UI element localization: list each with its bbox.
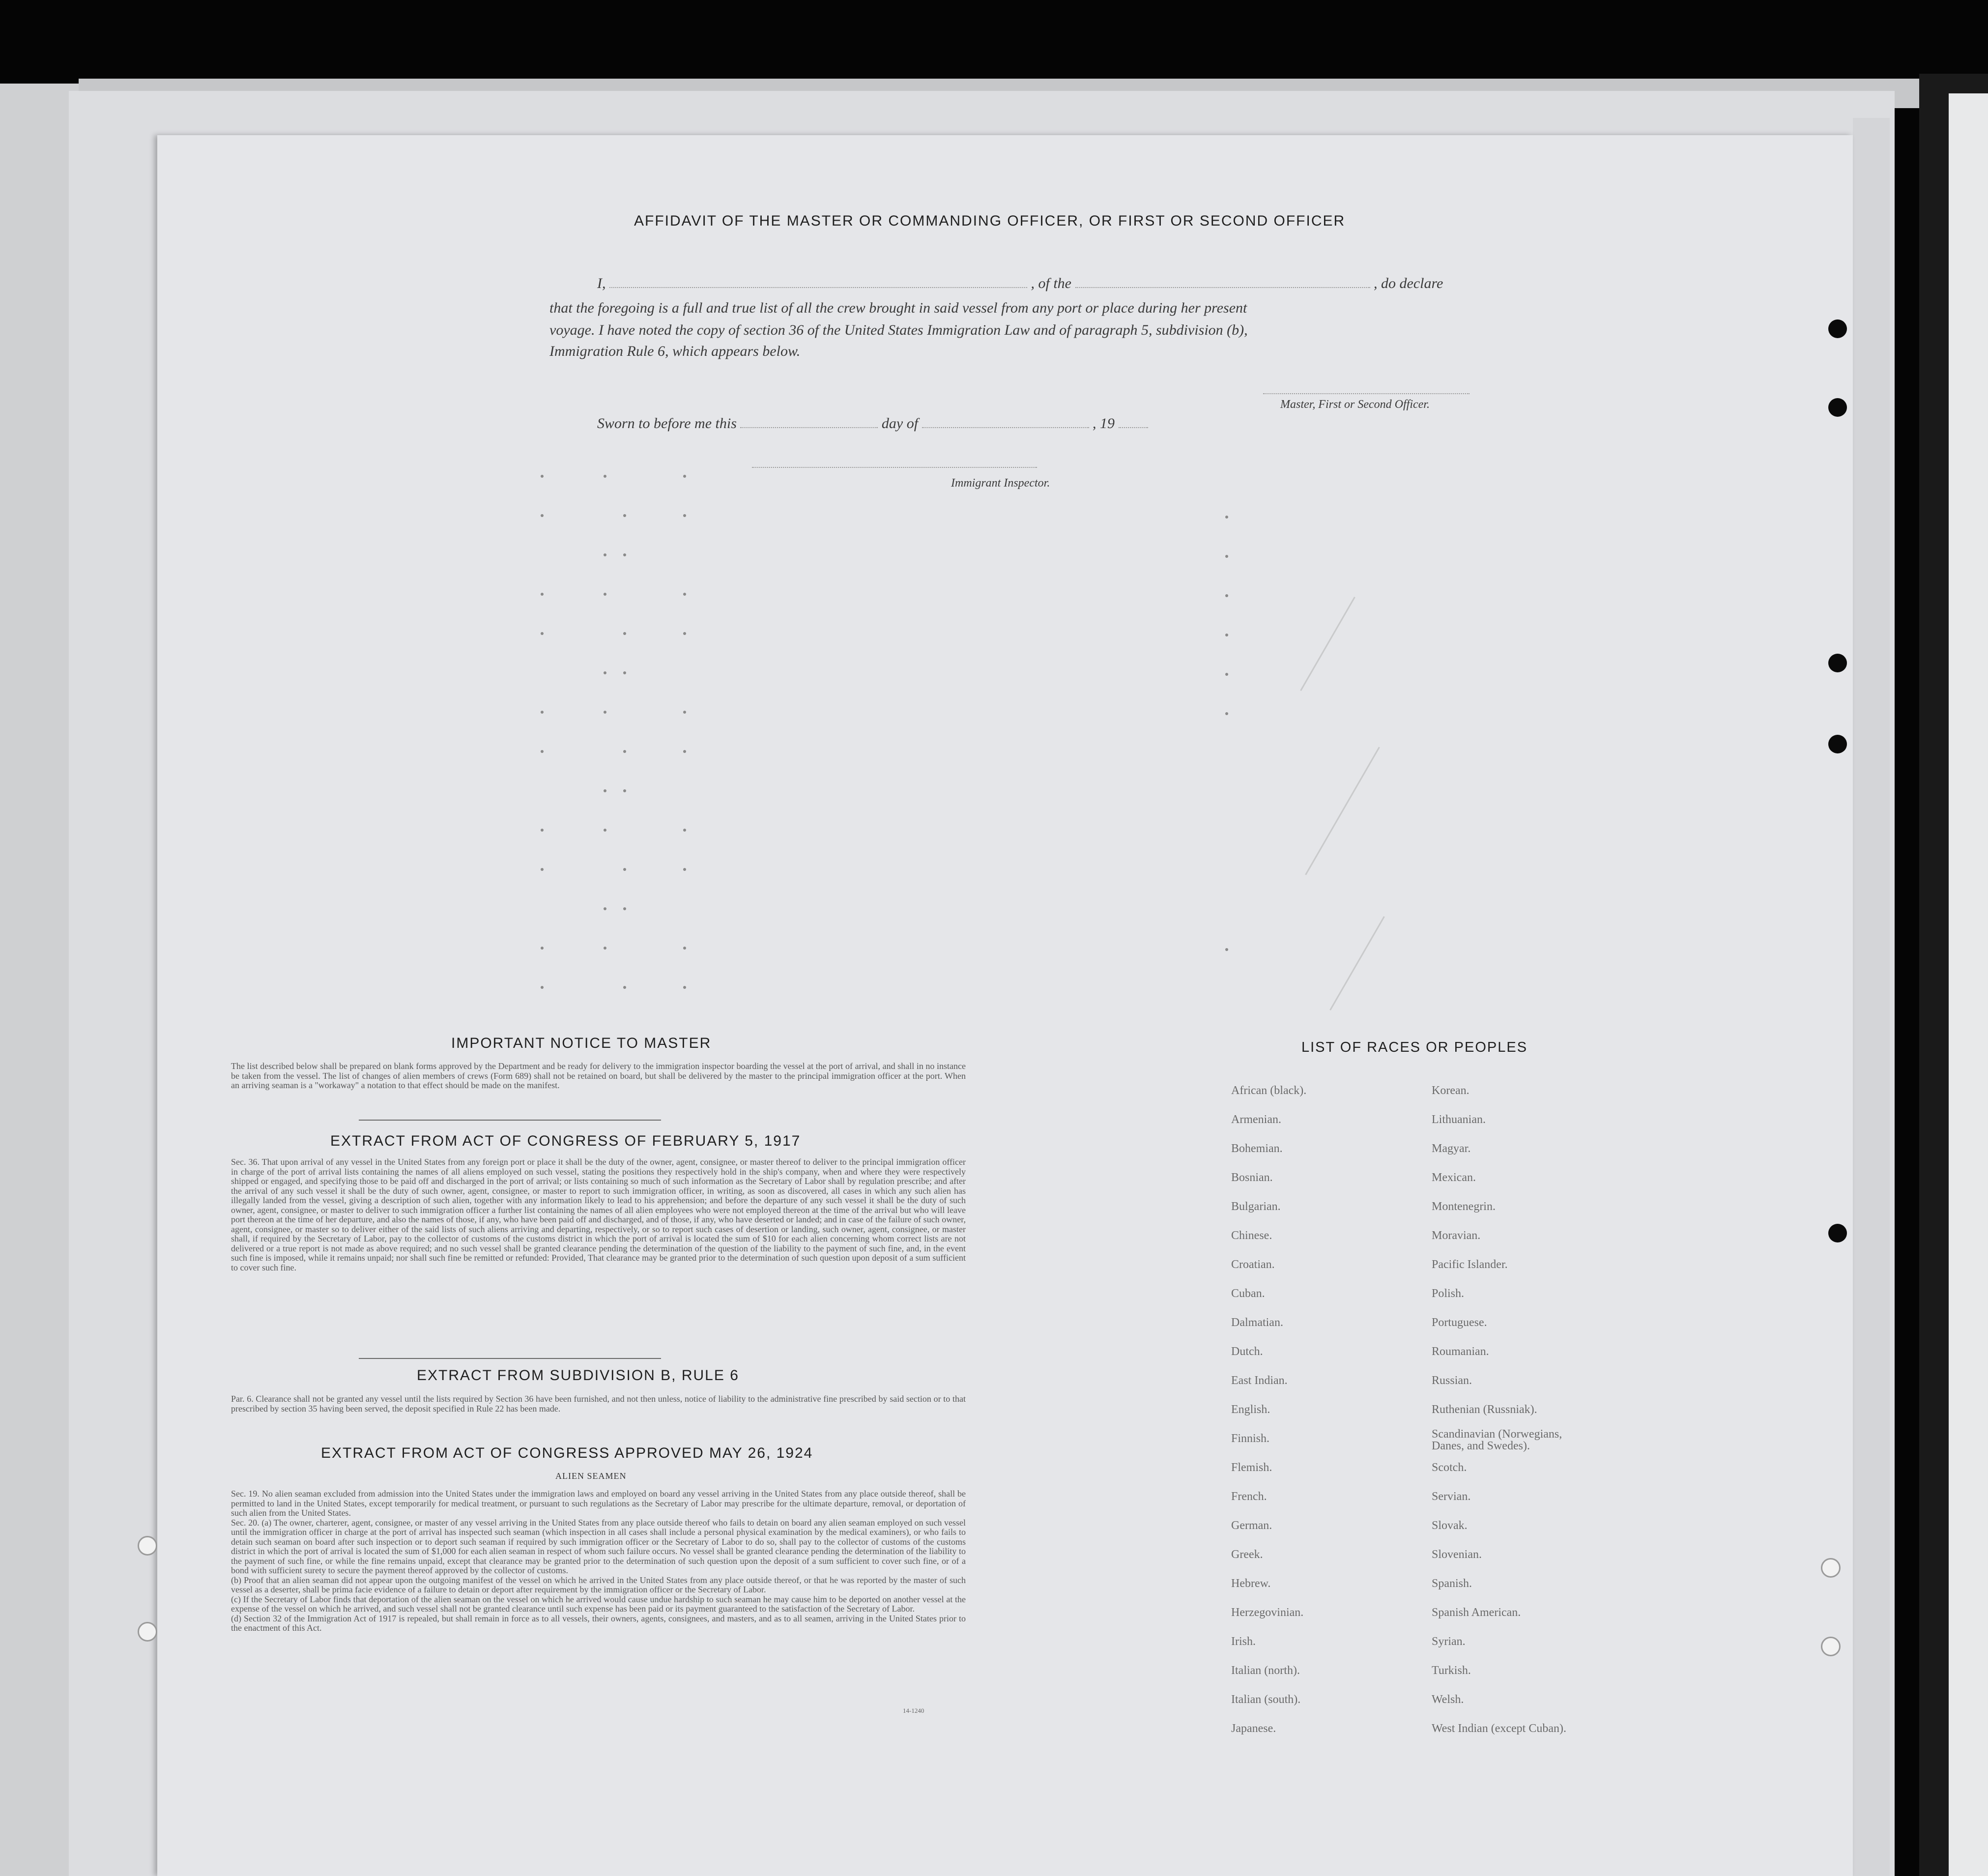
race-item: Ruthenian (Russniak). bbox=[1432, 1403, 1537, 1416]
race-item: Mexican. bbox=[1432, 1171, 1476, 1184]
dot-mark bbox=[604, 475, 606, 478]
punch-hole bbox=[1821, 1637, 1841, 1656]
punch-hole bbox=[1828, 1224, 1847, 1242]
sec20b-text: (b) Proof that an alien seaman did not appear upon the outgoing manifest of the vessel on which he arrived in the United States from any place outside thereof, or that he was reported by the master of such vessel as a deserter, shall be prima facie evidence of a failure to detain or deport after requirement by the immigration officer or the Secretary of Labor. bbox=[231, 1575, 966, 1594]
race-item: Japanese. bbox=[1231, 1722, 1276, 1735]
punch-hole bbox=[138, 1536, 157, 1556]
race-item: Finnish. bbox=[1231, 1432, 1270, 1445]
form-number: 14-1240 bbox=[903, 1707, 924, 1714]
dot-mark bbox=[683, 632, 686, 635]
dot-mark bbox=[604, 829, 606, 832]
sworn-day-blank[interactable] bbox=[740, 425, 878, 428]
race-item: East Indian. bbox=[1231, 1374, 1288, 1387]
race-item: Magyar. bbox=[1432, 1142, 1471, 1155]
race-item: Hebrew. bbox=[1231, 1577, 1271, 1590]
race-item: Dalmatian. bbox=[1231, 1316, 1283, 1329]
race-item: English. bbox=[1231, 1403, 1270, 1416]
extract-1917-title: EXTRACT FROM ACT OF CONGRESS OF FEBRUARY 5, 1917 bbox=[330, 1133, 801, 1149]
dot-mark bbox=[683, 986, 686, 989]
race-item: Bohemian. bbox=[1231, 1142, 1283, 1155]
i-label: I, bbox=[597, 275, 606, 291]
race-item: Croatian. bbox=[1231, 1258, 1275, 1271]
race-item: Montenegrin. bbox=[1432, 1200, 1496, 1213]
dot-mark bbox=[541, 593, 544, 596]
affidavit-line-3: Immigration Rule 6, which appears below. bbox=[549, 343, 801, 359]
race-item: West Indian (except Cuban). bbox=[1432, 1722, 1566, 1735]
dot-mark bbox=[683, 829, 686, 832]
race-item: Spanish American. bbox=[1432, 1606, 1521, 1619]
sworn-year-blank[interactable] bbox=[1119, 425, 1148, 428]
race-item: Herzegovinian. bbox=[1231, 1606, 1304, 1619]
race-item: Polish. bbox=[1432, 1287, 1465, 1300]
dot-mark bbox=[623, 750, 626, 753]
races-title: LIST OF RACES OR PEOPLES bbox=[1301, 1039, 1528, 1055]
dot-mark bbox=[683, 514, 686, 517]
dot-mark bbox=[1225, 555, 1228, 558]
dot-mark bbox=[541, 750, 544, 753]
dot-mark bbox=[541, 947, 544, 950]
race-item: Dutch. bbox=[1231, 1345, 1263, 1358]
race-item: Slovak. bbox=[1432, 1519, 1468, 1532]
dot-mark bbox=[541, 868, 544, 871]
race-item: Russian. bbox=[1432, 1374, 1472, 1387]
extract-1917-text: Sec. 36. That upon arrival of any vessel in the United States from any foreign port or place it shall be the duty of the owner, agent, consignee, or master thereof to deliver to the principal immigration officer in charge of the port of arrival lists containing the names of all aliens employed on such vessel, stating the positions they respectively hold in the ship's company, when and where they were respectively shipped or engaged, and specifying those to be paid off and discharged in the port of arrival; or lists containing so much of such information as the Secretary of Labor shall by regulation prescribe; and after the arrival of any such vessel it shall be the duty of such owner, agent, consignee, or master to report to such immigration officer, in writing, as soon as discovered, all cases in which any such alien has illegally landed from the vessel, giving a description of such alien, together with any information likely to lead to his apprehension; and before the departure of any such vessel it shall be the duty of such owner, agent, consignee, or master to deliver to such immigration officer a further list containing the names of all alien employees who were not employed thereon at the time of the arrival but who will leave port thereon at the time of her departure, and also the names of those, if any, who have been paid off and discharged, and of those, if any, who have deserted or landed; and in case of the failure of such owner, agent, consignee, or master so to deliver either of the said lists of such aliens arriving and departing, respectively, or so to report such cases of desertion or landing, such owner, agent, consignee, or master shall, if required by the Secretary of Labor, pay to the collector of customs of the customs district in which the port of arrival is located the sum of $10 for each alien concerning whom correct lists are not delivered or a true report is not made as above required; and no such vessel shall be granted clearance pending the determination of the question of the liability to the payment of such fine, and, in the event such fine is imposed, while it remains unpaid; nor shall such fine be remitted or refunded: Provided, That clearance may be granted prior to the determination of such question upon deposit of a sum sufficient to cover such fine. bbox=[231, 1157, 966, 1272]
dot-mark bbox=[623, 907, 626, 910]
notice-text: The list described below shall be prepared on blank forms approved by the Department and be ready for delivery to the immigration inspector boarding the vessel at the port of arrival, and shall in no instance be taken from the vessel. The list of changes of alien members of crews (Form 689) shall not be retained on board, but shall be delivered by the master to the principal immigration officer at the port. When an arriving seaman is a "workaway" a notation to that effect should be made on the manifest. bbox=[231, 1061, 966, 1090]
extract-1924-title: EXTRACT FROM ACT OF CONGRESS APPROVED MAY 26, 1924 bbox=[321, 1445, 813, 1461]
signature-line[interactable] bbox=[1263, 393, 1469, 394]
race-item: Lithuanian. bbox=[1432, 1113, 1486, 1126]
dot-mark bbox=[604, 553, 606, 556]
do-declare-label: , do declare bbox=[1374, 275, 1443, 291]
race-item: Syrian. bbox=[1432, 1635, 1466, 1648]
dot-mark bbox=[623, 789, 626, 792]
dot-mark bbox=[683, 475, 686, 478]
dot-mark bbox=[604, 907, 606, 910]
race-item: Slovenian. bbox=[1432, 1548, 1482, 1561]
race-item: Pacific Islander. bbox=[1432, 1258, 1508, 1271]
race-item: African (black). bbox=[1231, 1084, 1307, 1097]
race-item: Chinese. bbox=[1231, 1229, 1272, 1242]
day-of-label: day of bbox=[881, 415, 919, 432]
race-item: Irish. bbox=[1231, 1635, 1256, 1648]
dot-mark bbox=[541, 632, 544, 635]
sworn-label: Sworn to before me this bbox=[597, 415, 737, 432]
dot-mark bbox=[683, 868, 686, 871]
sworn-line bbox=[597, 415, 1148, 432]
punch-hole bbox=[1828, 398, 1847, 417]
race-item: Turkish. bbox=[1432, 1664, 1471, 1677]
dot-mark bbox=[541, 986, 544, 989]
affidavit-line-0 bbox=[597, 275, 1443, 292]
extract-1924-subtitle: ALIEN SEAMEN bbox=[555, 1471, 627, 1481]
punch-hole bbox=[1828, 735, 1847, 753]
sec20c-text: (c) If the Secretary of Labor finds that deportation of the alien seaman on the vessel on which he arrived would cause undue hardship to such seaman he may cause him to be deported on another vessel at the expense of the vessel on which he arrived, and such vessel shall not be granted clearance until such expense has been paid or its payment guaranteed to the satisfaction of the Secretary of Labor. bbox=[231, 1594, 966, 1614]
race-item: Cuban. bbox=[1231, 1287, 1265, 1300]
far-right-sheet bbox=[1949, 93, 1988, 1876]
dot-mark bbox=[541, 711, 544, 714]
inspector-caption: Immigrant Inspector. bbox=[951, 477, 1050, 490]
extract-1924-body bbox=[231, 1489, 966, 1633]
name-blank[interactable] bbox=[609, 285, 1027, 288]
vessel-blank[interactable] bbox=[1075, 285, 1370, 288]
dot-mark bbox=[604, 593, 606, 596]
dot-mark bbox=[1225, 594, 1228, 597]
dot-mark bbox=[1225, 516, 1228, 519]
sec20a-text: Sec. 20. (a) The owner, charterer, agent, consignee, or master of any vessel arriving in the United States from any place outside thereof who fails to detain on board any alien seaman employed on such vessel until the immigration officer in charge at the port of arrival has inspected such seaman (which inspection in all cases shall include a personal physical examination by the medical examiners), or who fails to detain such seaman on board after such inspection or to deport such seaman if required by such immigration officer or the Secretary of Labor to do so, shall pay to the collector of customs of the customs district in which the port of arrival is located the sum of $1,000 for each alien seaman in respect of whom such failure occurs. No vessel shall be granted clearance pending the determination of the liability to the payment of such fine, or while the fine remains unpaid, except that clearance may be granted prior to the determination of such question upon the deposit of a sum sufficient to cover such fine, or of a bond with sufficient surety to secure the payment thereof approved by the collector of customs. bbox=[231, 1517, 966, 1575]
race-item: Bosnian. bbox=[1231, 1171, 1273, 1184]
year-label: , 19 bbox=[1093, 415, 1115, 432]
dot-mark bbox=[623, 671, 626, 674]
race-item: Italian (north). bbox=[1231, 1664, 1300, 1677]
dot-mark bbox=[683, 947, 686, 950]
dot-mark bbox=[541, 475, 544, 478]
inspector-signature-line[interactable] bbox=[752, 467, 1037, 468]
race-item: Portuguese. bbox=[1432, 1316, 1487, 1329]
punch-hole bbox=[1828, 654, 1847, 672]
race-item: Moravian. bbox=[1432, 1229, 1481, 1242]
dot-mark bbox=[1225, 673, 1228, 676]
affidavit-line-2: voyage. I have noted the copy of section 36 of the United States Immigration Law and of paragraph 5, subdivision (b), bbox=[549, 322, 1248, 338]
dot-mark bbox=[604, 789, 606, 792]
race-item: Scotch. bbox=[1432, 1461, 1467, 1474]
affidavit-title: AFFIDAVIT OF THE MASTER OR COMMANDING OFFICER, OR FIRST OR SECOND OFFICER bbox=[634, 213, 1346, 229]
race-item: Flemish. bbox=[1231, 1461, 1272, 1474]
dot-mark bbox=[541, 514, 544, 517]
dot-mark bbox=[604, 711, 606, 714]
punch-hole bbox=[1821, 1558, 1841, 1578]
dot-mark bbox=[623, 514, 626, 517]
back-sheet-left bbox=[0, 84, 79, 1876]
sec20d-text: (d) Section 32 of the Immigration Act of 1917 is repealed, but shall remain in force as to all vessels, their owners, agents, consignees, and masters, and as to all seamen, arriving in the United States prior to the enactment of this Act. bbox=[231, 1613, 966, 1633]
divider bbox=[359, 1358, 661, 1359]
race-item: Servian. bbox=[1432, 1490, 1471, 1503]
dot-mark bbox=[604, 947, 606, 950]
race-item: Armenian. bbox=[1231, 1113, 1281, 1126]
dot-mark bbox=[604, 671, 606, 674]
dot-mark bbox=[683, 593, 686, 596]
dot-mark bbox=[1225, 634, 1228, 636]
signature-caption: Master, First or Second Officer. bbox=[1280, 398, 1430, 411]
dot-mark bbox=[683, 750, 686, 753]
dot-mark bbox=[623, 553, 626, 556]
notice-title: IMPORTANT NOTICE TO MASTER bbox=[451, 1035, 712, 1051]
race-item: Scandinavian (Norwegians, Danes, and Swedes). bbox=[1432, 1428, 1562, 1452]
dot-mark bbox=[623, 632, 626, 635]
divider bbox=[359, 1120, 661, 1121]
punch-hole bbox=[138, 1622, 157, 1642]
race-item: Korean. bbox=[1432, 1084, 1469, 1097]
dot-mark bbox=[541, 829, 544, 832]
race-item: Italian (south). bbox=[1231, 1693, 1301, 1706]
race-item: Roumanian. bbox=[1432, 1345, 1489, 1358]
sworn-month-blank[interactable] bbox=[922, 425, 1089, 428]
dot-mark bbox=[683, 711, 686, 714]
rule6-title: EXTRACT FROM SUBDIVISION B, RULE 6 bbox=[417, 1367, 739, 1384]
punch-hole bbox=[1828, 319, 1847, 338]
dot-mark bbox=[1225, 948, 1228, 951]
race-item: French. bbox=[1231, 1490, 1267, 1503]
race-item: Welsh. bbox=[1432, 1693, 1464, 1706]
race-item: German. bbox=[1231, 1519, 1272, 1532]
affidavit-line-1: that the foregoing is a full and true list of all the crew brought in said vessel from any port or place during her present bbox=[549, 300, 1247, 316]
race-item: Spanish. bbox=[1432, 1577, 1472, 1590]
sec19-text: Sec. 19. No alien seaman excluded from admission into the United States under the immigration laws and employed on board any vessel arriving in the United States from any place outside thereof, shall be permitted to land in the United States, except temporarily for medical treatment, or pursuant to such regulations as the Secretary of Labor may prescribe for the ultimate departure, removal, or deportation of such alien from the United States. bbox=[231, 1489, 966, 1518]
race-item: Bulgarian. bbox=[1231, 1200, 1281, 1213]
dot-mark bbox=[623, 986, 626, 989]
dot-mark bbox=[1225, 712, 1228, 715]
rule6-text: Par. 6. Clearance shall not be granted any vessel until the lists required by Section 36 have been furnished, and not then unless, notice of liability to the administrative fine prescribed by said section or to that prescribed by section 35 having been served, the deposit specified in Rule 22 has been made. bbox=[231, 1394, 966, 1414]
dot-mark bbox=[623, 868, 626, 871]
right-edge-strip bbox=[1853, 118, 1890, 1876]
race-item: Greek. bbox=[1231, 1548, 1263, 1561]
of-the-label: , of the bbox=[1031, 275, 1071, 291]
